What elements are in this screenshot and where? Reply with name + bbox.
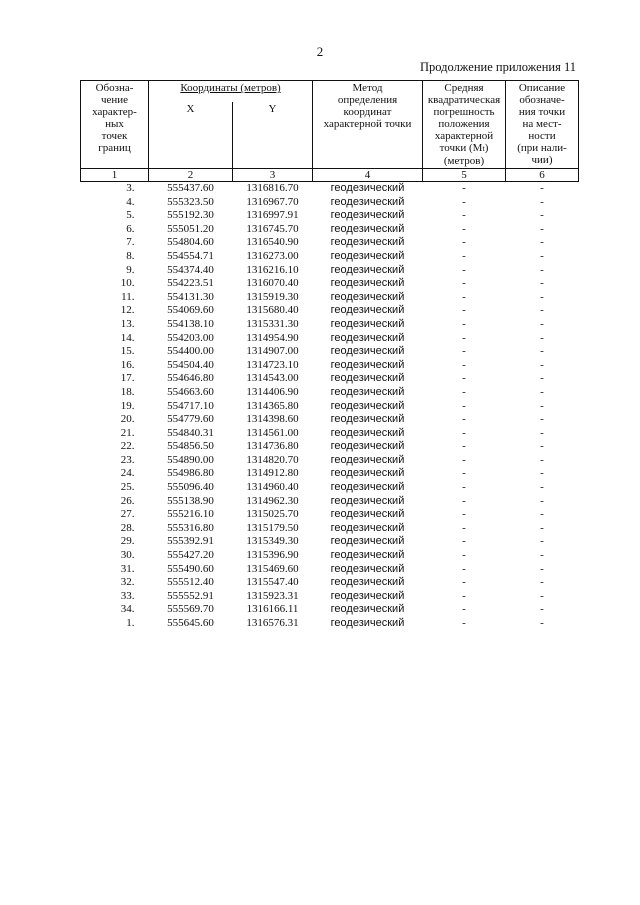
y-coordinate: 1315547.40 bbox=[246, 576, 299, 589]
point-number: 6. bbox=[126, 222, 135, 235]
description-cell: - bbox=[540, 195, 544, 208]
point-number: 3. bbox=[126, 182, 135, 194]
y-coordinate: 1314907.00 bbox=[246, 345, 299, 358]
x-coordinate: 554203.00 bbox=[167, 331, 214, 344]
table-row bbox=[81, 223, 579, 237]
y-coordinate: 1315680.40 bbox=[246, 304, 299, 317]
description-cell: - bbox=[540, 345, 544, 358]
y-coordinate: 1316576.31 bbox=[246, 617, 299, 629]
table-row bbox=[81, 359, 579, 373]
description-cell: - bbox=[540, 576, 544, 589]
method-cell: геодезический bbox=[330, 290, 405, 303]
x-coordinate: 555490.60 bbox=[167, 562, 214, 575]
description-cell: - bbox=[540, 426, 544, 439]
x-coordinate: 554400.00 bbox=[167, 345, 214, 358]
y-coordinate: 1316997.91 bbox=[246, 209, 299, 222]
table-row bbox=[81, 291, 579, 305]
description-cell: - bbox=[540, 182, 544, 194]
point-number: 34. bbox=[120, 603, 135, 616]
table-row bbox=[81, 413, 579, 427]
error-cell: - bbox=[462, 549, 466, 562]
error-cell: - bbox=[462, 209, 466, 222]
point-number: 22. bbox=[120, 440, 135, 453]
y-coordinate: 1315919.30 bbox=[246, 290, 299, 303]
x-coordinate: 554804.60 bbox=[167, 236, 214, 249]
error-cell: - bbox=[462, 576, 466, 589]
method-cell: геодезический bbox=[330, 249, 405, 262]
header-method: Метод определения координат характерной точки bbox=[313, 81, 423, 169]
table-row bbox=[81, 427, 579, 441]
table-row bbox=[81, 250, 579, 264]
header-x: X bbox=[149, 102, 233, 169]
column-number: 6 bbox=[506, 169, 579, 182]
table-row bbox=[81, 576, 579, 590]
description-cell: - bbox=[540, 317, 544, 330]
x-coordinate: 555096.40 bbox=[167, 481, 214, 494]
x-coordinate: 554138.10 bbox=[167, 317, 214, 330]
y-coordinate: 1315179.50 bbox=[246, 521, 299, 534]
description-cell: - bbox=[540, 413, 544, 426]
description-cell: - bbox=[540, 535, 544, 548]
method-cell: геодезический bbox=[330, 521, 405, 534]
method-cell: геодезический bbox=[330, 372, 405, 385]
method-cell: геодезический bbox=[330, 304, 405, 317]
x-coordinate: 555316.80 bbox=[167, 521, 214, 534]
error-cell: - bbox=[462, 521, 466, 534]
point-number: 20. bbox=[120, 413, 135, 426]
x-coordinate: 555427.20 bbox=[167, 549, 214, 562]
method-cell: геодезический bbox=[330, 467, 405, 480]
point-number: 15. bbox=[120, 345, 135, 358]
error-cell: - bbox=[462, 440, 466, 453]
y-coordinate: 1314736.80 bbox=[246, 440, 299, 453]
table-row bbox=[81, 495, 579, 509]
table-row bbox=[81, 236, 579, 250]
table-row bbox=[81, 318, 579, 332]
header-error-text: Средняя квадратическая погрешность положения характерной точки (M bbox=[427, 82, 501, 154]
x-coordinate: 555645.60 bbox=[167, 617, 214, 629]
description-cell: - bbox=[540, 372, 544, 385]
description-cell: - bbox=[540, 589, 544, 602]
method-cell: геодезический bbox=[330, 317, 405, 330]
x-coordinate: 555051.20 bbox=[167, 222, 214, 235]
table-row bbox=[81, 535, 579, 549]
error-cell: - bbox=[462, 426, 466, 439]
error-cell: - bbox=[462, 508, 466, 521]
x-coordinate: 555512.40 bbox=[167, 576, 214, 589]
description-cell: - bbox=[540, 385, 544, 398]
error-cell: - bbox=[462, 589, 466, 602]
point-number: 30. bbox=[120, 549, 135, 562]
y-coordinate: 1315331.30 bbox=[246, 317, 299, 330]
point-number: 1. bbox=[126, 617, 135, 629]
x-coordinate: 554986.80 bbox=[167, 467, 214, 480]
error-cell: - bbox=[462, 222, 466, 235]
y-coordinate: 1314960.40 bbox=[246, 481, 299, 494]
description-cell: - bbox=[540, 263, 544, 276]
table-row bbox=[81, 264, 579, 278]
table-row bbox=[81, 332, 579, 346]
y-coordinate: 1314365.80 bbox=[246, 399, 299, 412]
table-row bbox=[81, 440, 579, 454]
point-number: 29. bbox=[120, 535, 135, 548]
table-row bbox=[81, 400, 579, 414]
method-cell: геодезический bbox=[330, 331, 405, 344]
error-cell: - bbox=[462, 249, 466, 262]
point-number: 9. bbox=[126, 263, 135, 276]
coordinates-table bbox=[80, 80, 579, 631]
method-cell: геодезический bbox=[330, 453, 405, 466]
method-cell: геодезический bbox=[330, 535, 405, 548]
table-row bbox=[81, 563, 579, 577]
header-error-sub: t bbox=[482, 144, 485, 153]
appendix-label: Продолжение приложения 11 bbox=[419, 60, 576, 74]
point-number: 18. bbox=[120, 385, 135, 398]
error-cell: - bbox=[462, 413, 466, 426]
description-cell: - bbox=[540, 331, 544, 344]
point-number: 26. bbox=[120, 494, 135, 507]
x-coordinate: 554131.30 bbox=[167, 290, 214, 303]
table-row bbox=[81, 196, 579, 210]
y-coordinate: 1315396.90 bbox=[246, 549, 299, 562]
point-number: 24. bbox=[120, 467, 135, 480]
table-row bbox=[81, 549, 579, 563]
point-number: 14. bbox=[120, 331, 135, 344]
y-coordinate: 1315349.30 bbox=[246, 535, 299, 548]
error-cell: - bbox=[462, 535, 466, 548]
x-coordinate: 555138.90 bbox=[167, 494, 214, 507]
x-coordinate: 554856.50 bbox=[167, 440, 214, 453]
y-coordinate: 1316273.00 bbox=[246, 249, 299, 262]
x-coordinate: 555323.50 bbox=[167, 195, 214, 208]
point-number: 11. bbox=[121, 290, 135, 303]
table-row bbox=[81, 603, 579, 617]
x-coordinate: 555437.60 bbox=[167, 182, 214, 194]
table-row bbox=[81, 481, 579, 495]
error-cell: - bbox=[462, 372, 466, 385]
x-coordinate: 555216.10 bbox=[167, 508, 214, 521]
y-coordinate: 1316745.70 bbox=[246, 222, 299, 235]
x-coordinate: 554890.00 bbox=[167, 453, 214, 466]
point-number: 23. bbox=[120, 453, 135, 466]
description-cell: - bbox=[540, 399, 544, 412]
error-cell: - bbox=[462, 277, 466, 290]
point-number: 28. bbox=[120, 521, 135, 534]
header-description: Описание обозначе- ния точки на мест- ности (при нали- чии) bbox=[506, 81, 579, 169]
error-cell: - bbox=[462, 290, 466, 303]
table-row bbox=[81, 467, 579, 481]
method-cell: геодезический bbox=[330, 413, 405, 426]
method-cell: геодезический bbox=[330, 617, 405, 629]
description-cell: - bbox=[540, 617, 544, 629]
description-cell: - bbox=[540, 481, 544, 494]
point-number: 5. bbox=[126, 209, 135, 222]
page-number: 2 bbox=[316, 44, 324, 59]
method-cell: геодезический bbox=[330, 236, 405, 249]
point-number: 17. bbox=[120, 372, 135, 385]
y-coordinate: 1316540.90 bbox=[246, 236, 299, 249]
y-coordinate: 1314912.80 bbox=[246, 467, 299, 480]
method-cell: геодезический bbox=[330, 195, 405, 208]
error-cell: - bbox=[462, 603, 466, 616]
method-cell: геодезический bbox=[330, 345, 405, 358]
table-row bbox=[81, 182, 579, 196]
method-cell: геодезический bbox=[330, 399, 405, 412]
table-row bbox=[81, 617, 579, 631]
error-cell: - bbox=[462, 453, 466, 466]
error-cell: - bbox=[462, 617, 466, 629]
error-cell: - bbox=[462, 467, 466, 480]
description-cell: - bbox=[540, 440, 544, 453]
x-coordinate: 555392.91 bbox=[167, 535, 214, 548]
y-coordinate: 1314954.90 bbox=[246, 331, 299, 344]
point-number: 21. bbox=[120, 426, 135, 439]
column-number: 2 bbox=[149, 169, 233, 182]
header-coordinates: Координаты (метров) bbox=[149, 81, 313, 103]
error-cell: - bbox=[462, 236, 466, 249]
error-cell: - bbox=[462, 345, 466, 358]
description-cell: - bbox=[540, 453, 544, 466]
y-coordinate: 1315923.31 bbox=[246, 589, 299, 602]
error-cell: - bbox=[462, 481, 466, 494]
header-designation: Обозна- чение характер- ных точек границ bbox=[81, 81, 149, 169]
point-number: 19. bbox=[120, 399, 135, 412]
column-number: 4 bbox=[313, 169, 423, 182]
method-cell: геодезический bbox=[330, 481, 405, 494]
header-error-end: ) (метров) bbox=[443, 142, 489, 167]
x-coordinate: 555552.91 bbox=[167, 589, 214, 602]
point-number: 13. bbox=[120, 317, 135, 330]
y-coordinate: 1316967.70 bbox=[246, 195, 299, 208]
method-cell: геодезический bbox=[330, 209, 405, 222]
x-coordinate: 554646.80 bbox=[167, 372, 214, 385]
point-number: 31. bbox=[120, 562, 135, 575]
x-coordinate: 554374.40 bbox=[167, 263, 214, 276]
y-coordinate: 1316070.40 bbox=[246, 277, 299, 290]
method-cell: геодезический bbox=[330, 549, 405, 562]
point-number: 7. bbox=[126, 236, 135, 249]
description-cell: - bbox=[540, 222, 544, 235]
description-cell: - bbox=[540, 277, 544, 290]
description-cell: - bbox=[540, 209, 544, 222]
method-cell: геодезический bbox=[330, 263, 405, 276]
x-coordinate: 554223.51 bbox=[167, 277, 214, 290]
y-coordinate: 1316816.70 bbox=[246, 182, 299, 194]
y-coordinate: 1314398.60 bbox=[246, 413, 299, 426]
error-cell: - bbox=[462, 331, 466, 344]
column-number: 5 bbox=[423, 169, 506, 182]
error-cell: - bbox=[462, 317, 466, 330]
point-number: 16. bbox=[120, 358, 135, 371]
error-cell: - bbox=[462, 263, 466, 276]
x-coordinate: 554069.60 bbox=[167, 304, 214, 317]
x-coordinate: 554779.60 bbox=[167, 413, 214, 426]
table-row bbox=[81, 508, 579, 522]
method-cell: геодезический bbox=[330, 576, 405, 589]
description-cell: - bbox=[540, 467, 544, 480]
column-number: 1 bbox=[81, 169, 149, 182]
column-number: 3 bbox=[233, 169, 313, 182]
method-cell: геодезический bbox=[330, 508, 405, 521]
point-number: 32. bbox=[120, 576, 135, 589]
method-cell: геодезический bbox=[330, 589, 405, 602]
method-cell: геодезический bbox=[330, 426, 405, 439]
header-error bbox=[423, 81, 506, 169]
point-number: 25. bbox=[120, 481, 135, 494]
point-number: 4. bbox=[126, 195, 135, 208]
description-cell: - bbox=[540, 236, 544, 249]
error-cell: - bbox=[462, 399, 466, 412]
method-cell: геодезический bbox=[330, 603, 405, 616]
point-number: 27. bbox=[120, 508, 135, 521]
table-row bbox=[81, 372, 579, 386]
x-coordinate: 554840.31 bbox=[167, 426, 214, 439]
y-coordinate: 1316216.10 bbox=[246, 263, 299, 276]
description-cell: - bbox=[540, 562, 544, 575]
y-coordinate: 1315469.60 bbox=[246, 562, 299, 575]
description-cell: - bbox=[540, 358, 544, 371]
y-coordinate: 1314406.90 bbox=[246, 385, 299, 398]
description-cell: - bbox=[540, 549, 544, 562]
y-coordinate: 1314543.00 bbox=[246, 372, 299, 385]
description-cell: - bbox=[540, 249, 544, 262]
error-cell: - bbox=[462, 358, 466, 371]
error-cell: - bbox=[462, 304, 466, 317]
x-coordinate: 555192.30 bbox=[167, 209, 214, 222]
error-cell: - bbox=[462, 385, 466, 398]
point-number: 12. bbox=[120, 304, 135, 317]
y-coordinate: 1314962.30 bbox=[246, 494, 299, 507]
point-number: 10. bbox=[120, 277, 135, 290]
point-number: 33. bbox=[120, 589, 135, 602]
table-row bbox=[81, 590, 579, 604]
method-cell: геодезический bbox=[330, 494, 405, 507]
y-coordinate: 1314820.70 bbox=[246, 453, 299, 466]
method-cell: геодезический bbox=[330, 182, 405, 194]
method-cell: геодезический bbox=[330, 222, 405, 235]
table-row bbox=[81, 454, 579, 468]
y-coordinate: 1315025.70 bbox=[246, 508, 299, 521]
method-cell: геодезический bbox=[330, 440, 405, 453]
error-cell: - bbox=[462, 195, 466, 208]
description-cell: - bbox=[540, 508, 544, 521]
table-row bbox=[81, 386, 579, 400]
method-cell: геодезический bbox=[330, 385, 405, 398]
description-cell: - bbox=[540, 494, 544, 507]
y-coordinate: 1314723.10 bbox=[246, 358, 299, 371]
point-number: 8. bbox=[126, 249, 135, 262]
description-cell: - bbox=[540, 603, 544, 616]
y-coordinate: 1316166.11 bbox=[246, 603, 299, 616]
header-y: Y bbox=[233, 102, 313, 169]
method-cell: геодезический bbox=[330, 562, 405, 575]
table-row bbox=[81, 522, 579, 536]
method-cell: геодезический bbox=[330, 358, 405, 371]
x-coordinate: 555569.70 bbox=[167, 603, 214, 616]
x-coordinate: 554717.10 bbox=[167, 399, 214, 412]
error-cell: - bbox=[462, 182, 466, 194]
description-cell: - bbox=[540, 304, 544, 317]
method-cell: геодезический bbox=[330, 277, 405, 290]
description-cell: - bbox=[540, 521, 544, 534]
table-row bbox=[81, 304, 579, 318]
y-coordinate: 1314561.00 bbox=[246, 426, 299, 439]
x-coordinate: 554554.71 bbox=[167, 249, 214, 262]
error-cell: - bbox=[462, 494, 466, 507]
table-row bbox=[81, 277, 579, 291]
error-cell: - bbox=[462, 562, 466, 575]
x-coordinate: 554504.40 bbox=[167, 358, 214, 371]
x-coordinate: 554663.60 bbox=[167, 385, 214, 398]
table-body bbox=[81, 182, 579, 631]
table-row bbox=[81, 345, 579, 359]
table-row bbox=[81, 209, 579, 223]
description-cell: - bbox=[540, 290, 544, 303]
